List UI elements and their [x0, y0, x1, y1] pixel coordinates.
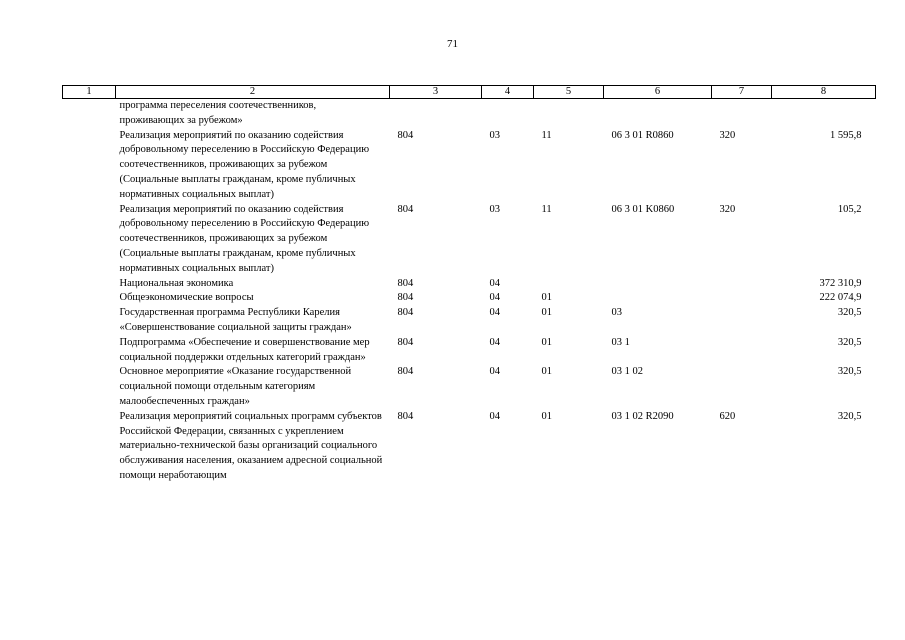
column-header: 4 — [482, 86, 534, 99]
table-row — [63, 277, 876, 292]
row-target-code: 06 3 01 R0860 — [611, 129, 674, 141]
row-target-code: 03 1 — [611, 336, 630, 348]
row-target-code: 03 1 02 R2090 — [611, 410, 674, 422]
row-name: Национальная экономика — [119, 277, 234, 289]
row-expense-type: 320 — [719, 129, 736, 141]
column-header: 7 — [712, 86, 772, 99]
column-number-header-row — [63, 86, 876, 99]
row-amount: 320,5 — [837, 410, 862, 422]
column-header: 5 — [534, 86, 604, 99]
row-amount — [772, 99, 876, 129]
row-target-code — [604, 291, 712, 306]
column-header: 6 — [604, 86, 712, 99]
row-ministry-code: 804 — [397, 277, 414, 289]
row-amount: 320,5 — [837, 336, 862, 348]
row-subsection-code: 01 — [541, 336, 552, 348]
row-section-code: 03 — [489, 203, 500, 215]
row-expense-type — [712, 99, 772, 129]
row-amount: 105,2 — [837, 203, 862, 215]
row-ministry-code: 804 — [397, 366, 414, 378]
row-target-code — [604, 277, 712, 292]
table-row — [63, 410, 876, 484]
page-number: 71 — [447, 38, 458, 50]
row-expense-type: 620 — [719, 410, 736, 422]
row-target-code: 06 3 01 K0860 — [611, 203, 675, 215]
row-section-code: 04 — [489, 307, 500, 319]
row-name: Реализация мероприятий социальных программ субъектов Российской Федерации, связанных с укреплением материально-технической базы организаций социального обслуживания населения, оказанием адресной социальной помощи неработающим — [119, 410, 383, 481]
row-name: Реализация мероприятий по оказанию содействия добровольному переселению в Российскую Федерацию соотечественников, проживающих за рубежом (Социальные выплаты гражданам, кроме публичных нормативных социальных выплат) — [119, 203, 370, 274]
row-subsection-code: 11 — [541, 203, 552, 215]
row-expense-type — [712, 336, 772, 366]
row-name: Государственная программа Республики Карелия «Совершенствование социальной защиты граждан» — [119, 307, 352, 333]
row-name: Основное мероприятие «Оказание государственной социальной помощи отдельным категориям малообеспеченных граждан» — [119, 366, 352, 407]
row-name: программа переселения соотечественников, проживающих за рубежом» — [119, 100, 317, 126]
row-section-code: 04 — [489, 366, 500, 378]
row-subsection-code: 11 — [541, 129, 552, 141]
column-header: 3 — [390, 86, 482, 99]
row-section-code: 04 — [489, 292, 500, 304]
row-expense-type — [712, 306, 772, 336]
row-section-code — [482, 99, 534, 129]
column-header: 2 — [116, 86, 390, 99]
row-subsection-code: 01 — [541, 366, 552, 378]
row-amount: 372 310,9 — [819, 277, 862, 289]
row-expense-type — [712, 277, 772, 292]
row-amount: 1 595,8 — [830, 129, 862, 141]
table-row — [63, 365, 876, 409]
table-row — [63, 336, 876, 366]
table-row — [63, 203, 876, 277]
row-ministry-code — [390, 99, 482, 129]
table-row — [63, 129, 876, 203]
row-ministry-code: 804 — [397, 307, 414, 319]
row-target-code: 03 1 02 — [611, 366, 643, 378]
row-subsection-code: 01 — [541, 410, 552, 422]
row-name: Общеэкономические вопросы — [119, 292, 254, 304]
row-section-code: 03 — [489, 129, 500, 141]
row-target-code: 03 — [611, 307, 622, 319]
row-ministry-code: 804 — [397, 292, 414, 304]
row-expense-type: 320 — [719, 203, 736, 215]
row-target-code — [604, 99, 712, 129]
row-expense-type — [712, 365, 772, 409]
row-section-code: 04 — [489, 336, 500, 348]
table-row — [63, 291, 876, 306]
row-section-code: 04 — [489, 410, 500, 422]
row-expense-type — [712, 291, 772, 306]
row-amount: 222 074,9 — [819, 292, 862, 304]
column-header: 1 — [63, 86, 116, 99]
row-ministry-code: 804 — [397, 336, 414, 348]
row-subsection-code: 01 — [541, 292, 552, 304]
row-ministry-code: 804 — [397, 410, 414, 422]
table-row — [63, 99, 876, 129]
row-amount: 320,5 — [837, 307, 862, 319]
column-header: 8 — [772, 86, 876, 99]
row-name: Подпрограмма «Обеспечение и совершенствование мер социальной поддержки отдельных категорий граждан» — [119, 336, 370, 363]
row-amount: 320,5 — [837, 366, 862, 378]
row-section-code: 04 — [489, 277, 500, 289]
table-row — [63, 306, 876, 336]
row-subsection-code — [534, 277, 604, 292]
row-ministry-code: 804 — [397, 129, 414, 141]
row-ministry-code: 804 — [397, 203, 414, 215]
row-subsection-code — [534, 99, 604, 129]
row-subsection-code: 01 — [541, 307, 552, 319]
budget-table — [62, 85, 876, 484]
row-name: Реализация мероприятий по оказанию содействия добровольному переселению в Российскую Федерацию соотечественников, проживающих за рубежом (Социальные выплаты гражданам, кроме публичных нормативных социальных выплат) — [119, 129, 370, 200]
